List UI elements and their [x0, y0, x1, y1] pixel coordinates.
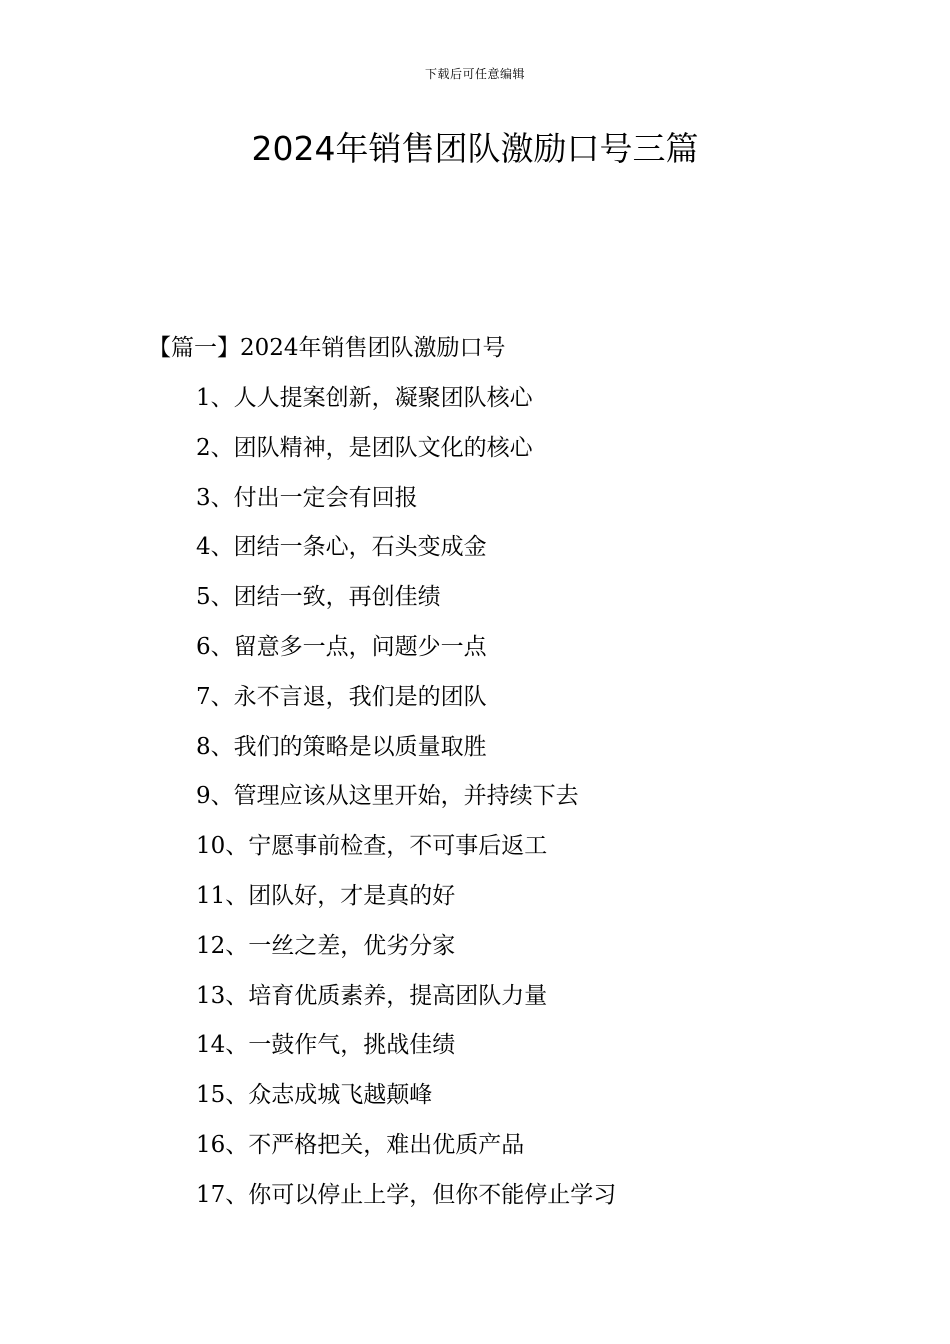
list-item: 8、我们的策略是以质量取胜 [196, 733, 487, 760]
list-item: 4、团结一条心，石头变成金 [196, 534, 487, 561]
list-item: 11、团队好，才是真的好 [196, 882, 456, 909]
document-title: 2024年销售团队激励口号三篇 [251, 129, 699, 168]
list-item: 6、留意多一点，问题少一点 [196, 633, 487, 660]
slogan-list [196, 381, 616, 1228]
list-item: 13、培育优质素养，提高团队力量 [196, 982, 548, 1009]
list-item: 16、不严格把关，难出优质产品 [196, 1131, 525, 1158]
list-item: 9、管理应该从这里开始，并持续下去 [196, 783, 579, 810]
list-item: 15、众志成城飞越颠峰 [196, 1082, 433, 1109]
list-item: 5、团结一致，再创佳绩 [196, 584, 441, 611]
list-item: 10、宁愿事前检查，不可事后返工 [196, 833, 548, 860]
list-item: 7、永不言退，我们是的团队 [196, 683, 487, 710]
section-heading: 【篇一】2024年销售团队激励口号 [148, 335, 506, 361]
list-item: 14、一鼓作气，挑战佳绩 [196, 1032, 456, 1059]
list-item: 12、一丝之差，优劣分家 [196, 932, 456, 959]
list-item: 17、你可以停止上学，但你不能停止学习 [196, 1181, 617, 1208]
page-header-note: 下载后可任意编辑 [424, 67, 525, 81]
list-item: 2、团队精神，是团队文化的核心 [196, 434, 533, 461]
list-item: 3、付出一定会有回报 [196, 484, 418, 511]
list-item: 1、人人提案创新，凝聚团队核心 [196, 385, 533, 411]
